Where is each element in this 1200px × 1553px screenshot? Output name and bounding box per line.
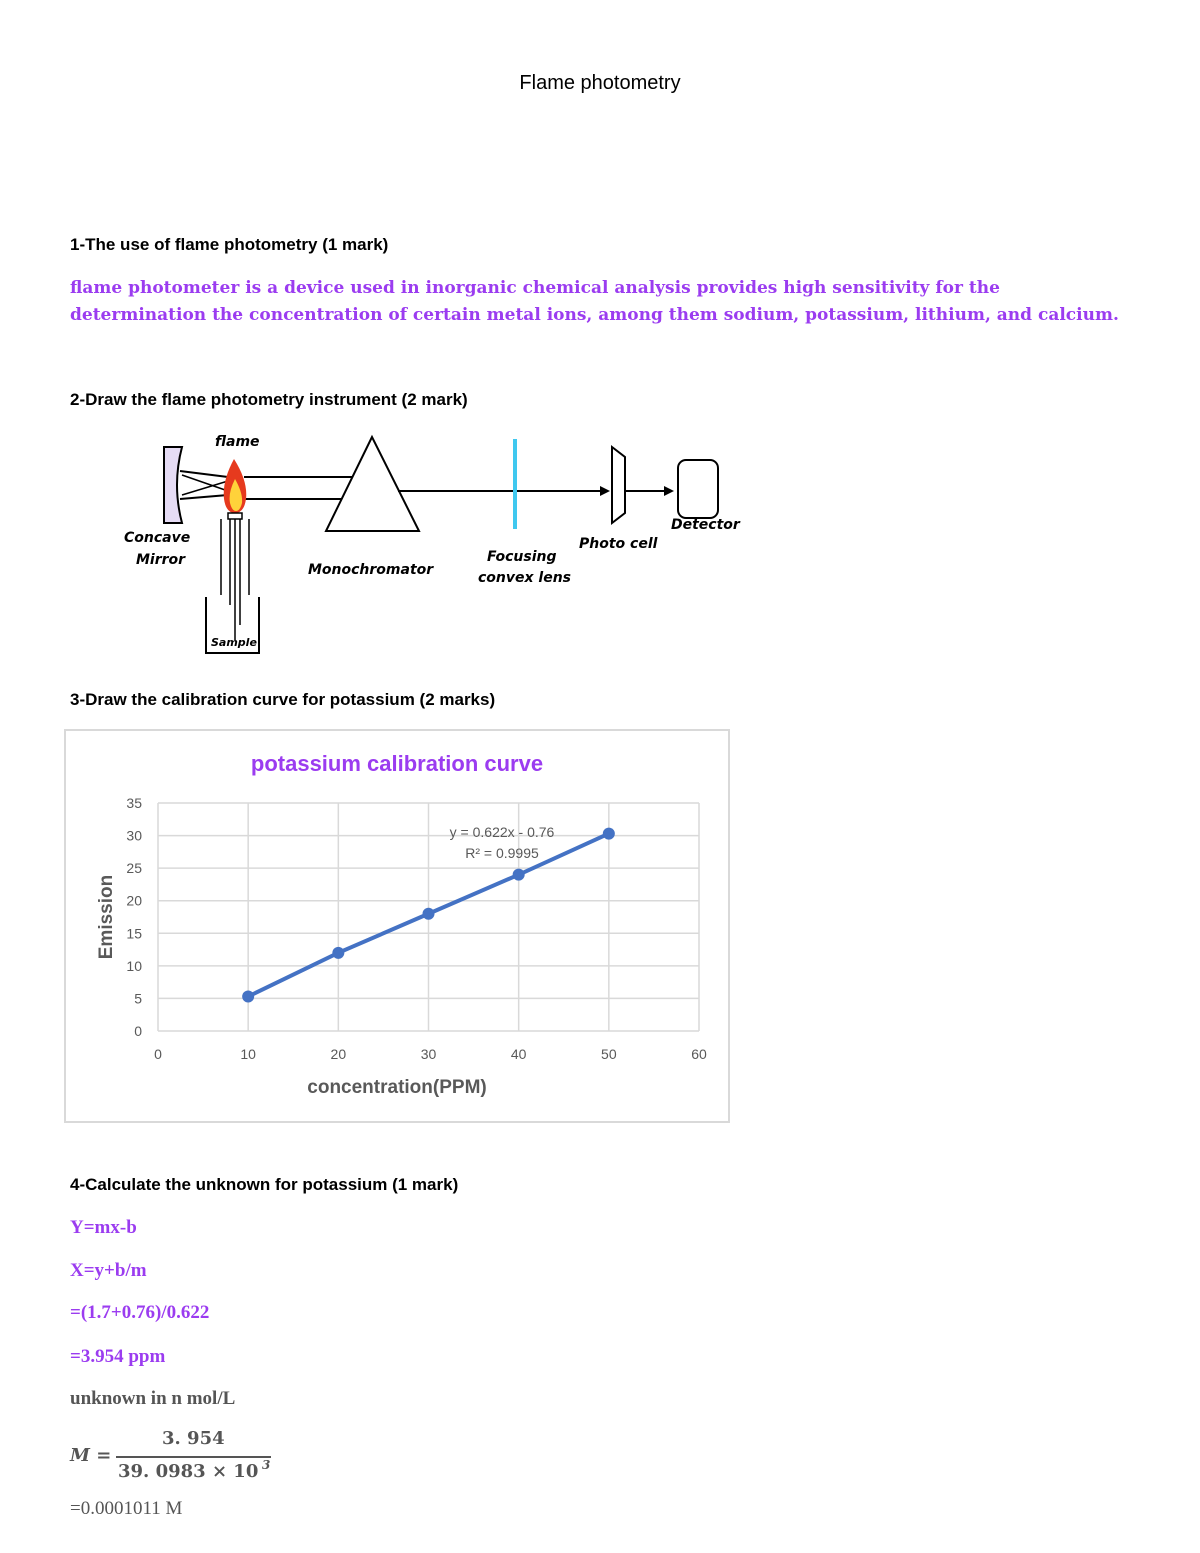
formula-lhs: M = bbox=[70, 1445, 112, 1466]
y-tick-label: 10 bbox=[126, 957, 142, 974]
result: =0.0001011 M bbox=[70, 1498, 183, 1519]
data-point bbox=[242, 990, 254, 1002]
y-tick-label: 20 bbox=[126, 892, 142, 909]
formula-numerator: 3. 954 bbox=[162, 1428, 225, 1449]
label-concave: Concave bbox=[124, 530, 191, 546]
calc-line-1: Y=mx-b bbox=[70, 1217, 137, 1238]
question-2: 2-Draw the flame photometry instrument (2 mark) bbox=[70, 390, 468, 409]
y-tick-label: 5 bbox=[134, 990, 142, 1007]
y-tick-label: 25 bbox=[126, 860, 142, 877]
x-tick-label: 20 bbox=[330, 1046, 347, 1062]
formula-denominator: 39. 0983 × 10 bbox=[118, 1461, 259, 1482]
trendline-equation: y = 0.622x - 0.76 bbox=[449, 824, 555, 840]
detector bbox=[678, 460, 718, 518]
x-tick-label: 50 bbox=[601, 1046, 617, 1062]
chart-title: potassium calibration curve bbox=[250, 751, 544, 776]
page-title: Flame photometry bbox=[519, 72, 681, 94]
monochromator-prism bbox=[326, 437, 419, 531]
data-point bbox=[603, 828, 615, 840]
question-4: 4-Calculate the unknown for potassium (1 mark) bbox=[70, 1175, 459, 1194]
photo-cell bbox=[612, 447, 625, 523]
data-point bbox=[332, 947, 344, 959]
y-tick-label: 30 bbox=[126, 827, 142, 844]
formula-exponent: 3 bbox=[262, 1458, 271, 1472]
label-focusing: Focusing bbox=[487, 549, 557, 565]
x-axis-label: concentration(PPM) bbox=[307, 1077, 487, 1098]
data-point bbox=[423, 908, 435, 920]
question-3: 3-Draw the calibration curve for potassium (2 marks) bbox=[70, 690, 496, 709]
unknown-label: unknown in n mol/L bbox=[70, 1388, 236, 1409]
x-tick-label: 40 bbox=[510, 1046, 527, 1062]
y-axis-label: Emission bbox=[96, 874, 117, 960]
calibration-chart bbox=[64, 729, 730, 1123]
x-tick-label: 60 bbox=[691, 1046, 707, 1062]
molarity-formula bbox=[70, 1428, 330, 1488]
question-1: 1-The use of flame photometry (1 mark) bbox=[70, 235, 389, 254]
label-convex-lens: convex lens bbox=[478, 570, 572, 586]
concave-mirror bbox=[164, 447, 182, 523]
trendline-r2: R² = 0.9995 bbox=[465, 845, 539, 861]
label-photo-cell: Photo cell bbox=[579, 536, 658, 552]
y-tick-label: 0 bbox=[134, 1023, 142, 1039]
label-mirror: Mirror bbox=[136, 552, 186, 568]
calc-line-2: X=y+b/m bbox=[70, 1260, 147, 1281]
answer-1: flame photometer is a device used in inorganic chemical analysis provides high sensitivity for the determination the concentration of certain metal ions, among them sodium, potassium, lithium, and calcium. bbox=[70, 278, 1119, 325]
instrument-diagram bbox=[0, 425, 800, 665]
label-detector: Detector bbox=[671, 517, 740, 533]
x-tick-label: 30 bbox=[420, 1046, 437, 1062]
calc-line-4: =3.954 ppm bbox=[70, 1346, 166, 1367]
label-sample: Sample bbox=[211, 636, 257, 649]
y-tick-label: 15 bbox=[126, 925, 142, 942]
data-point bbox=[513, 869, 525, 881]
label-monochromator: Monochromator bbox=[308, 562, 434, 578]
label-flame: flame bbox=[215, 434, 260, 450]
y-tick-label: 35 bbox=[126, 795, 142, 811]
x-tick-label: 0 bbox=[154, 1046, 162, 1062]
x-tick-label: 10 bbox=[240, 1046, 256, 1062]
calc-line-3: =(1.7+0.76)/0.622 bbox=[70, 1302, 210, 1323]
